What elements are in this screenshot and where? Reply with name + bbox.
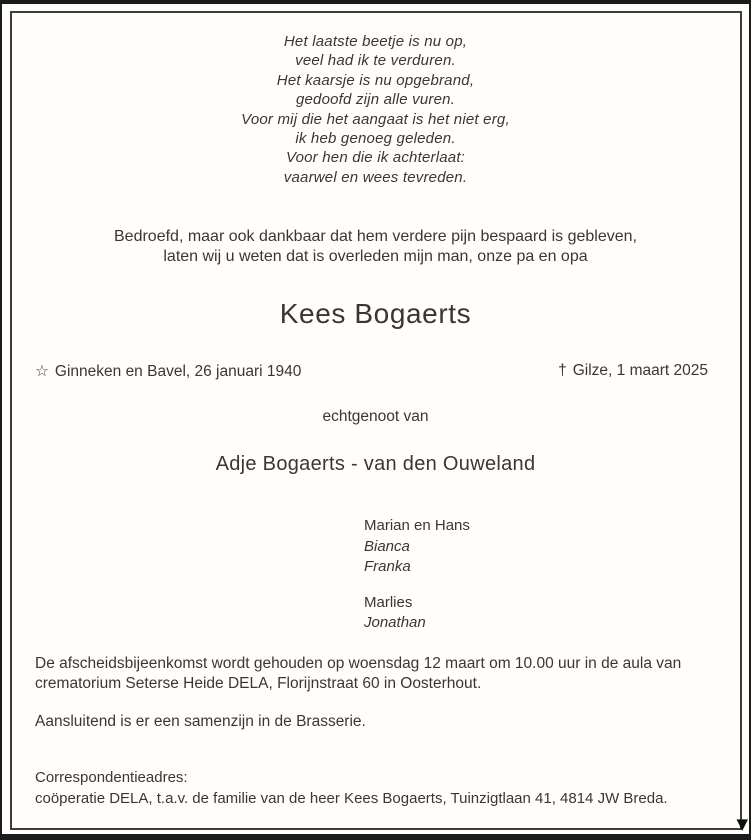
death-date — [558, 362, 708, 381]
poem-line: vaarwel en wees tevreden. — [283, 168, 468, 186]
life-dates — [35, 362, 708, 381]
poem-line: Voor hen die ik achterlaat: — [285, 149, 466, 167]
deceased-name: Kees Bogaerts — [279, 298, 472, 329]
birth-star-icon: ☆ — [35, 363, 49, 380]
poem-line: gedoofd zijn alle vuren. — [295, 91, 456, 109]
poem-line: veel had ik te verduren. — [295, 52, 456, 70]
spouse-name: Adje Bogaerts - van den Ouweland — [215, 453, 536, 475]
death-date-text: Gilze, 1 maart 2025 — [572, 362, 708, 379]
family-member: Franka — [364, 558, 411, 575]
birth-date-text: Ginneken en Bavel, 26 januari 1940 — [54, 363, 302, 380]
relation-text: echtgenoot van — [322, 408, 429, 425]
scroll-down-indicator-icon[interactable]: ▼ — [736, 815, 748, 833]
family-group — [364, 516, 470, 578]
memorial-poem — [2, 32, 749, 187]
family-member: Marlies — [364, 593, 413, 611]
death-announcement — [2, 227, 749, 267]
service-details — [35, 654, 720, 732]
poem-line: Het laatste beetje is nu op, — [283, 33, 468, 50]
service-location-text: De afscheidsbijeenkomst wordt gehouden op woensdag 12 maart om 10.00 uur in de aula van crematorium Seterse Heide DELA, Florijnstraat 60 in Oosterhout. — [35, 655, 682, 692]
death-cross-icon: † — [558, 362, 567, 379]
poem-line: Voor mij die het aangaat is het niet erg, — [241, 110, 510, 128]
announcement-line: Bedroefd, maar ook dankbaar dat hem verdere pijn bespaard is gebleven, — [114, 228, 637, 245]
family-group — [364, 593, 470, 634]
poem-line: ik heb genoeg geleden. — [295, 130, 456, 148]
surviving-family-list — [364, 516, 470, 634]
correspondence-address — [35, 767, 740, 809]
announcement-line: laten wij u weten dat is overleden mijn man, onze pa en opa — [163, 248, 588, 265]
birth-date — [35, 362, 301, 381]
family-member: Marian en Hans — [364, 517, 470, 534]
poem-line: Het kaarsje is nu opgebrand, — [276, 71, 475, 89]
service-reception-text: Aansluitend is er een samenzijn in de Brasserie. — [35, 713, 366, 730]
correspondence-label: Correspondentieadres: — [35, 769, 188, 786]
family-member: Bianca — [364, 537, 410, 555]
correspondence-address-text: coöperatie DELA, t.a.v. de familie van de heer Kees Bogaerts, Tuinzigtlaan 41, 4814 JW Breda. — [35, 790, 668, 807]
family-member: Jonathan — [364, 614, 426, 631]
